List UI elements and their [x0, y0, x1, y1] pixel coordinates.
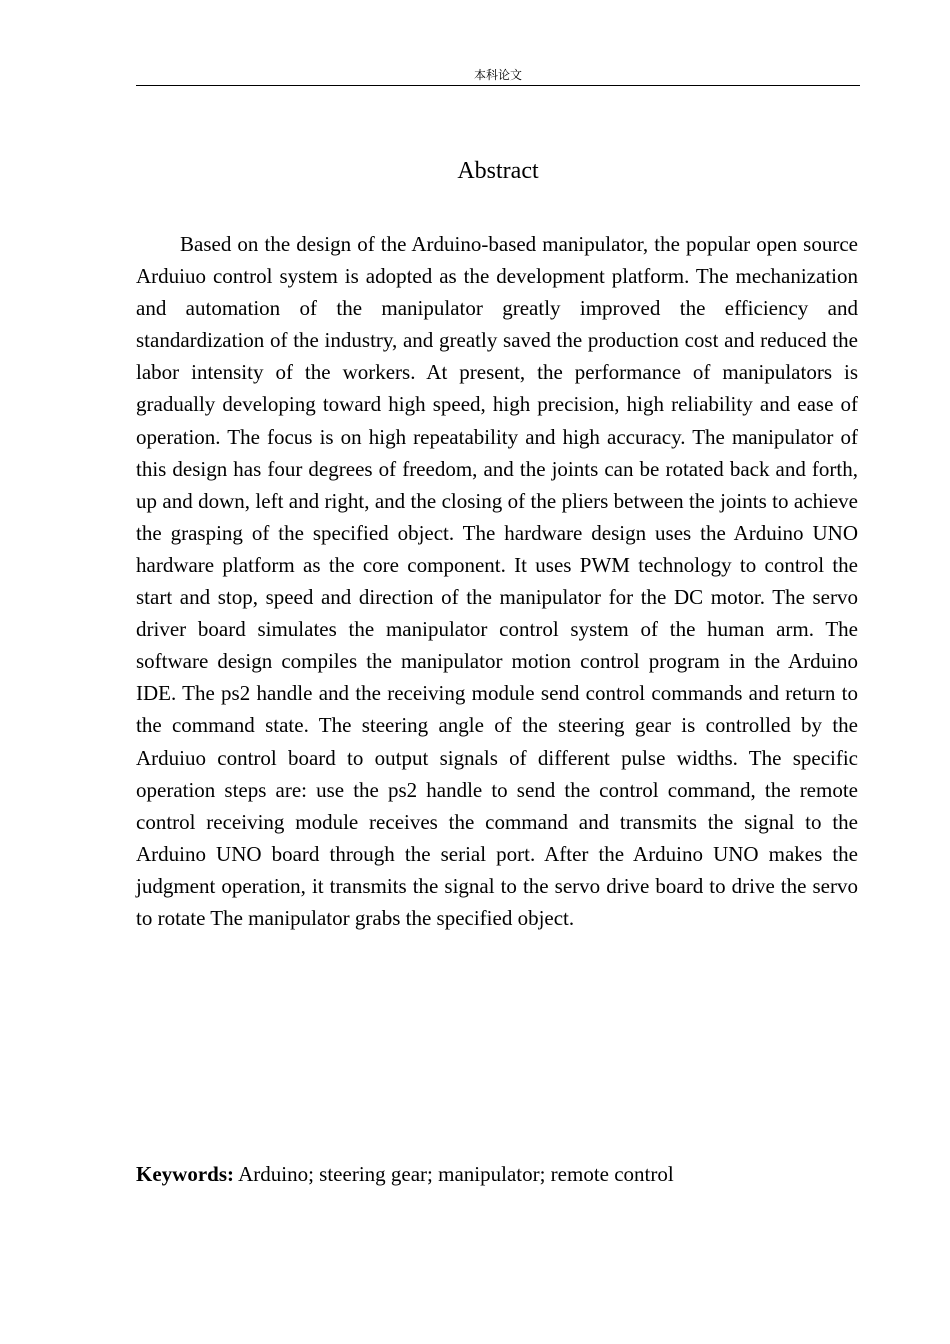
running-header: 本科论文 [473, 68, 522, 82]
header-rule [136, 85, 860, 86]
abstract-title: Abstract [457, 158, 539, 184]
keywords-line [136, 1158, 860, 1190]
abstract-body: Based on the design of the Arduino-based manipulator, the popular open source Arduiuo control system is adopted as the development platform. The mechanization and automation of the manipulator greatly improved the efficiency and standardization of the industry, and greatly saved the production cost and reduced the labor intensity of the workers. At present, the performance of manipulators is gradually developing toward high speed, high precision, high reliability and ease of operation. The focus is on high repeatability and high accuracy. The manipulator of this design has four degrees of freedom, and the joints can be rotated back and forth, up and down, left and right, and the closing of the pliers between the joints to achieve the grasping of the specified object. The hardware design uses the Arduino UNO hardware platform as the core component. It uses PWM technology to control the start and stop, speed and direction of the manipulator for the DC motor. The servo driver board simulates the manipulator control system of the human arm. The software design compiles the manipulator motion control program in the Arduino IDE. The ps2 handle and the receiving module send control commands and return to the command state. The steering angle of the steering gear is controlled by the Arduiuo control board to output signals of different pulse widths. The specific operation steps are: use the ps2 handle to send the control command, the remote control receiving module receives the command and transmits the signal to the Arduino UNO board through the serial port. After the Arduino UNO makes the judgment operation, it transmits the signal to the servo drive board to drive the servo to rotate The manipulator grabs the specified object. [136, 232, 858, 930]
keywords-label: Keywords: [136, 1162, 234, 1186]
keywords-value: Arduino; steering gear; manipulator; remote control [238, 1162, 674, 1186]
